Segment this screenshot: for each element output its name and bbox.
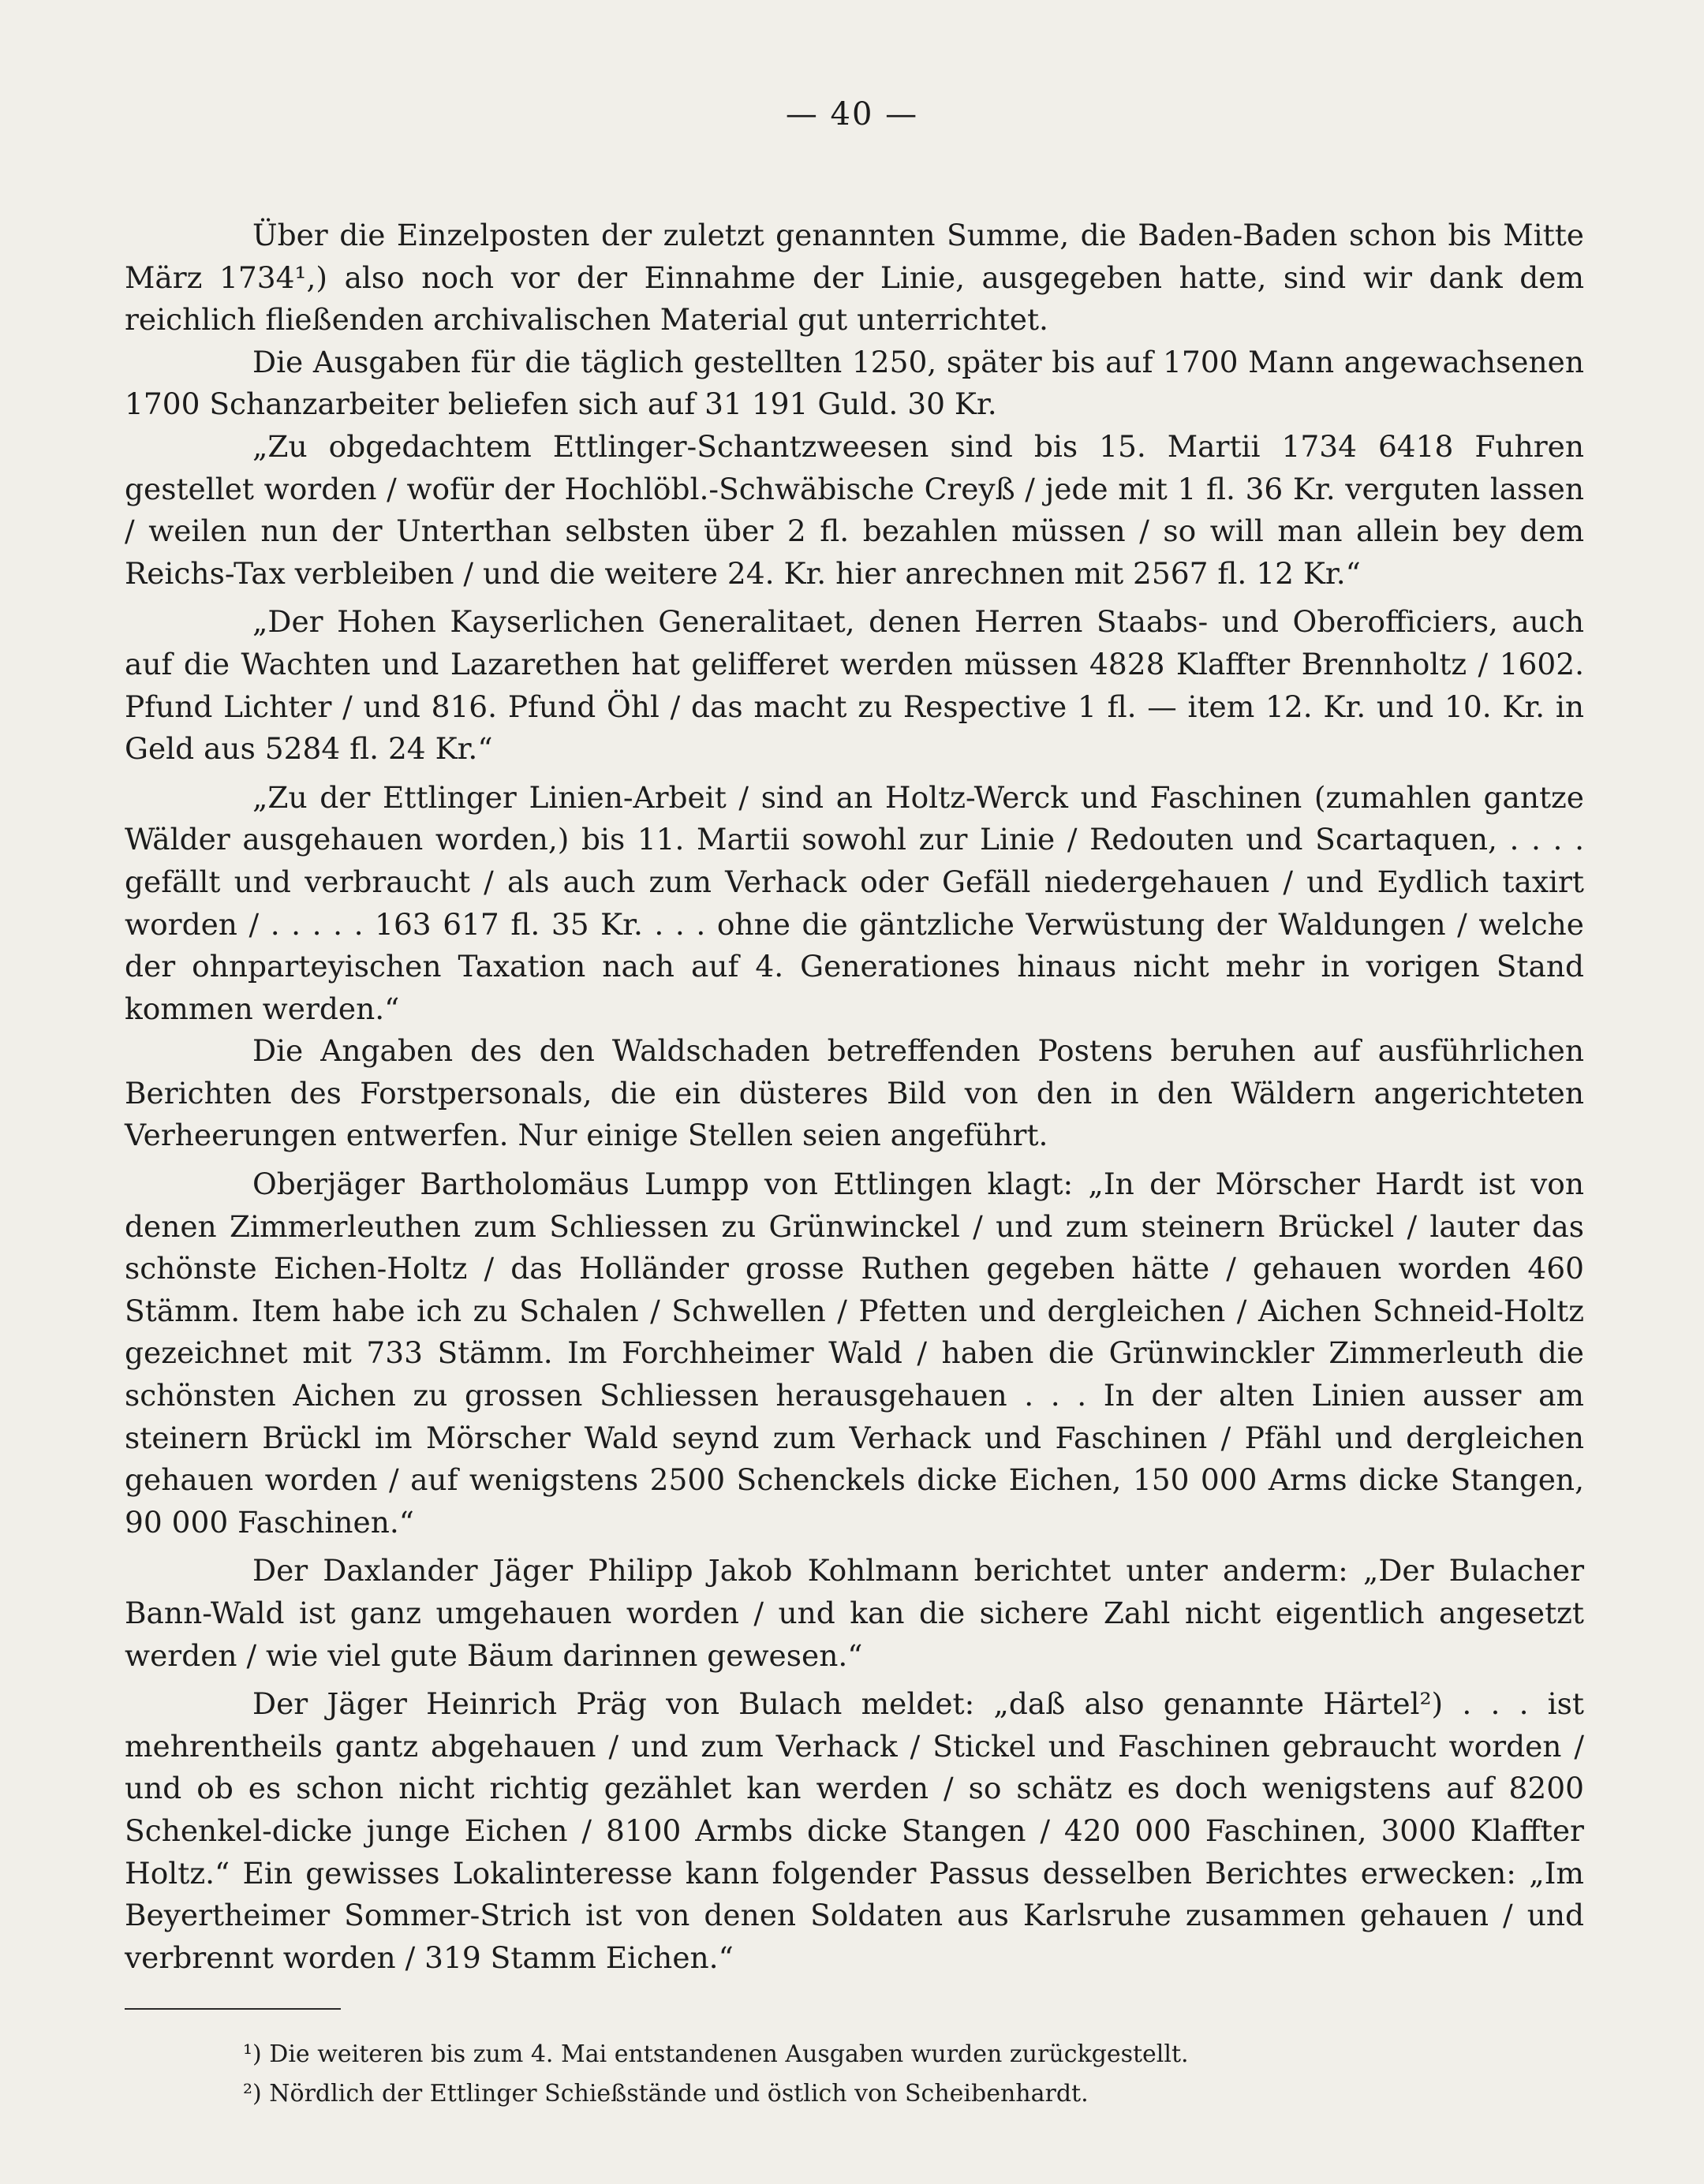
paragraph: Die Angaben des den Waldschaden betreffenden Postens beruhen auf ausführlichen Berichten des Forstpersonals, die ein düsteres Bild von den in den Wäldern angerichteten Verheerungen entwerfen. Nur einige Stellen seien angeführt.	[125, 1033, 1584, 1153]
paragraph: Die Ausgaben für die täglich gestellten 1250, später bis auf 1700 Mann angewachsenen 1700 Schanzarbeiter beliefen sich auf 31 191 Guld. 30 Kr.	[125, 344, 1584, 422]
page-number: — 40 —	[785, 96, 919, 133]
paragraph: Oberjäger Bartholomäus Lumpp von Ettlingen klagt: „In der Mörscher Hardt ist von denen Zimmerleuthen zum Schliessen zu Grünwinckel / und zum steinern Brückel / lauter das schönste Eichen-Holtz / das Holländer grosse Ruthen gegeben hätte / gehauen worden 460 Stämm. Item habe ich zu Schalen / Schwellen / Pfetten und dergleichen / Aichen Schneid-Holtz gezeichnet mit 733 Stämm. Im Forchheimer Wald / haben die Grünwinckler Zimmerleuth die schönsten Aichen zu grossen Schliessen herausgehauen . . . In der alten Linien ausser am steinern Brückl im Mörscher Wald seynd zum Verhack und Faschinen / Pfähl und dergleichen gehauen worden / auf wenigstens 2500 Schenckels dicke Eichen, 150 000 Arms dicke Stangen, 90 000 Faschinen.“	[125, 1167, 1584, 1540]
footnote-divider	[125, 2008, 341, 2010]
paragraph: Der Jäger Heinrich Präg von Bulach meldet: „daß also genannte Härtel²) . . . ist mehrentheils gantz abgehauen / und zum Verhack / Stickel und Faschinen gebraucht worden / und ob es schon nicht richtig gezählet kan werden / so schätz es doch wenigstens auf 8200 Schenkel-dicke junge Eichen / 8100 Armbs dicke Stangen / 420 000 Faschinen, 3000 Klaffter Holtz.“ Ein gewisses Lokalinteresse kann folgender Passus desselben Berichtes erwecken: „Im Beyertheimer Sommer-Strich ist von denen Soldaten aus Karlsruhe zusammen gehauen / und verbrennt worden / 319 Stamm Eichen.“	[125, 1686, 1584, 1975]
paragraph: „Zu der Ettlinger Linien-Arbeit / sind an Holtz-Werck und Faschinen (zumahlen gantze Wälder ausgehauen worden,) bis 11. Martii sowohl zur Linie / Redouten und Scartaquen, . . . . gefällt und verbraucht / als auch zum Verhack oder Gefäll niedergehauen / und Eydlich taxirt worden / . . . . . 163 617 fl. 35 Kr. . . . ohne die gäntzliche Verwüstung der Waldungen / welche der ohnparteyischen Taxation nach auf 4. Generationes hinaus nicht mehr in vorigen Stand kommen werden.“	[125, 779, 1584, 1026]
footnote: ²) Nördlich der Ettlinger Schießstände und östlich von Scheibenhardt.	[243, 2080, 1089, 2107]
paragraph: Über die Einzelposten der zuletzt genannten Summe, die Baden-Baden schon bis Mitte März 1734¹,) also noch vor der Einnahme der Linie, ausgegeben hatte, sind wir dank dem reichlich fließenden archivalischen Material gut unterrichtet.	[125, 218, 1584, 338]
paragraph: „Der Hohen Kayserlichen Generalitaet, denen Herren Staabs- und Oberofficiers, auch auf die Wachten und Lazarethen hat gelifferet werden müssen 4828 Klaffter Brennholtz / 1602. Pfund Lichter / und 816. Pfund Öhl / das macht zu Respective 1 fl. — item 12. Kr. und 10. Kr. in Geld aus 5284 fl. 24 Kr.“	[125, 604, 1584, 767]
footnotes	[125, 2035, 1584, 2114]
footnote: ¹) Die weiteren bis zum 4. Mai entstandenen Ausgaben wurden zurückgestellt.	[243, 2040, 1189, 2068]
paragraph: „Zu obgedachtem Ettlinger-Schantzweesen sind bis 15. Martii 1734 6418 Fuhren gestellet worden / wofür der Hochlöbl.-Schwäbische Creyß / jede mit 1 fl. 36 Kr. verguten lassen / weilen nun der Unterthan selbsten über 2 fl. bezahlen müssen / so will man allein bey dem Reichs-Tax verbleiben / und die weitere 24. Kr. hier anrechnen mit 2567 fl. 12 Kr.“	[125, 428, 1584, 591]
body-text	[125, 215, 1584, 1979]
paragraph: Der Daxlander Jäger Philipp Jakob Kohlmann berichtet unter anderm: „Der Bulacher Bann-Wald ist ganz umgehauen worden / und kan die sichere Zahl nicht eigentlich angesetzt werden / wie viel gute Bäum darinnen gewesen.“	[125, 1553, 1584, 1673]
